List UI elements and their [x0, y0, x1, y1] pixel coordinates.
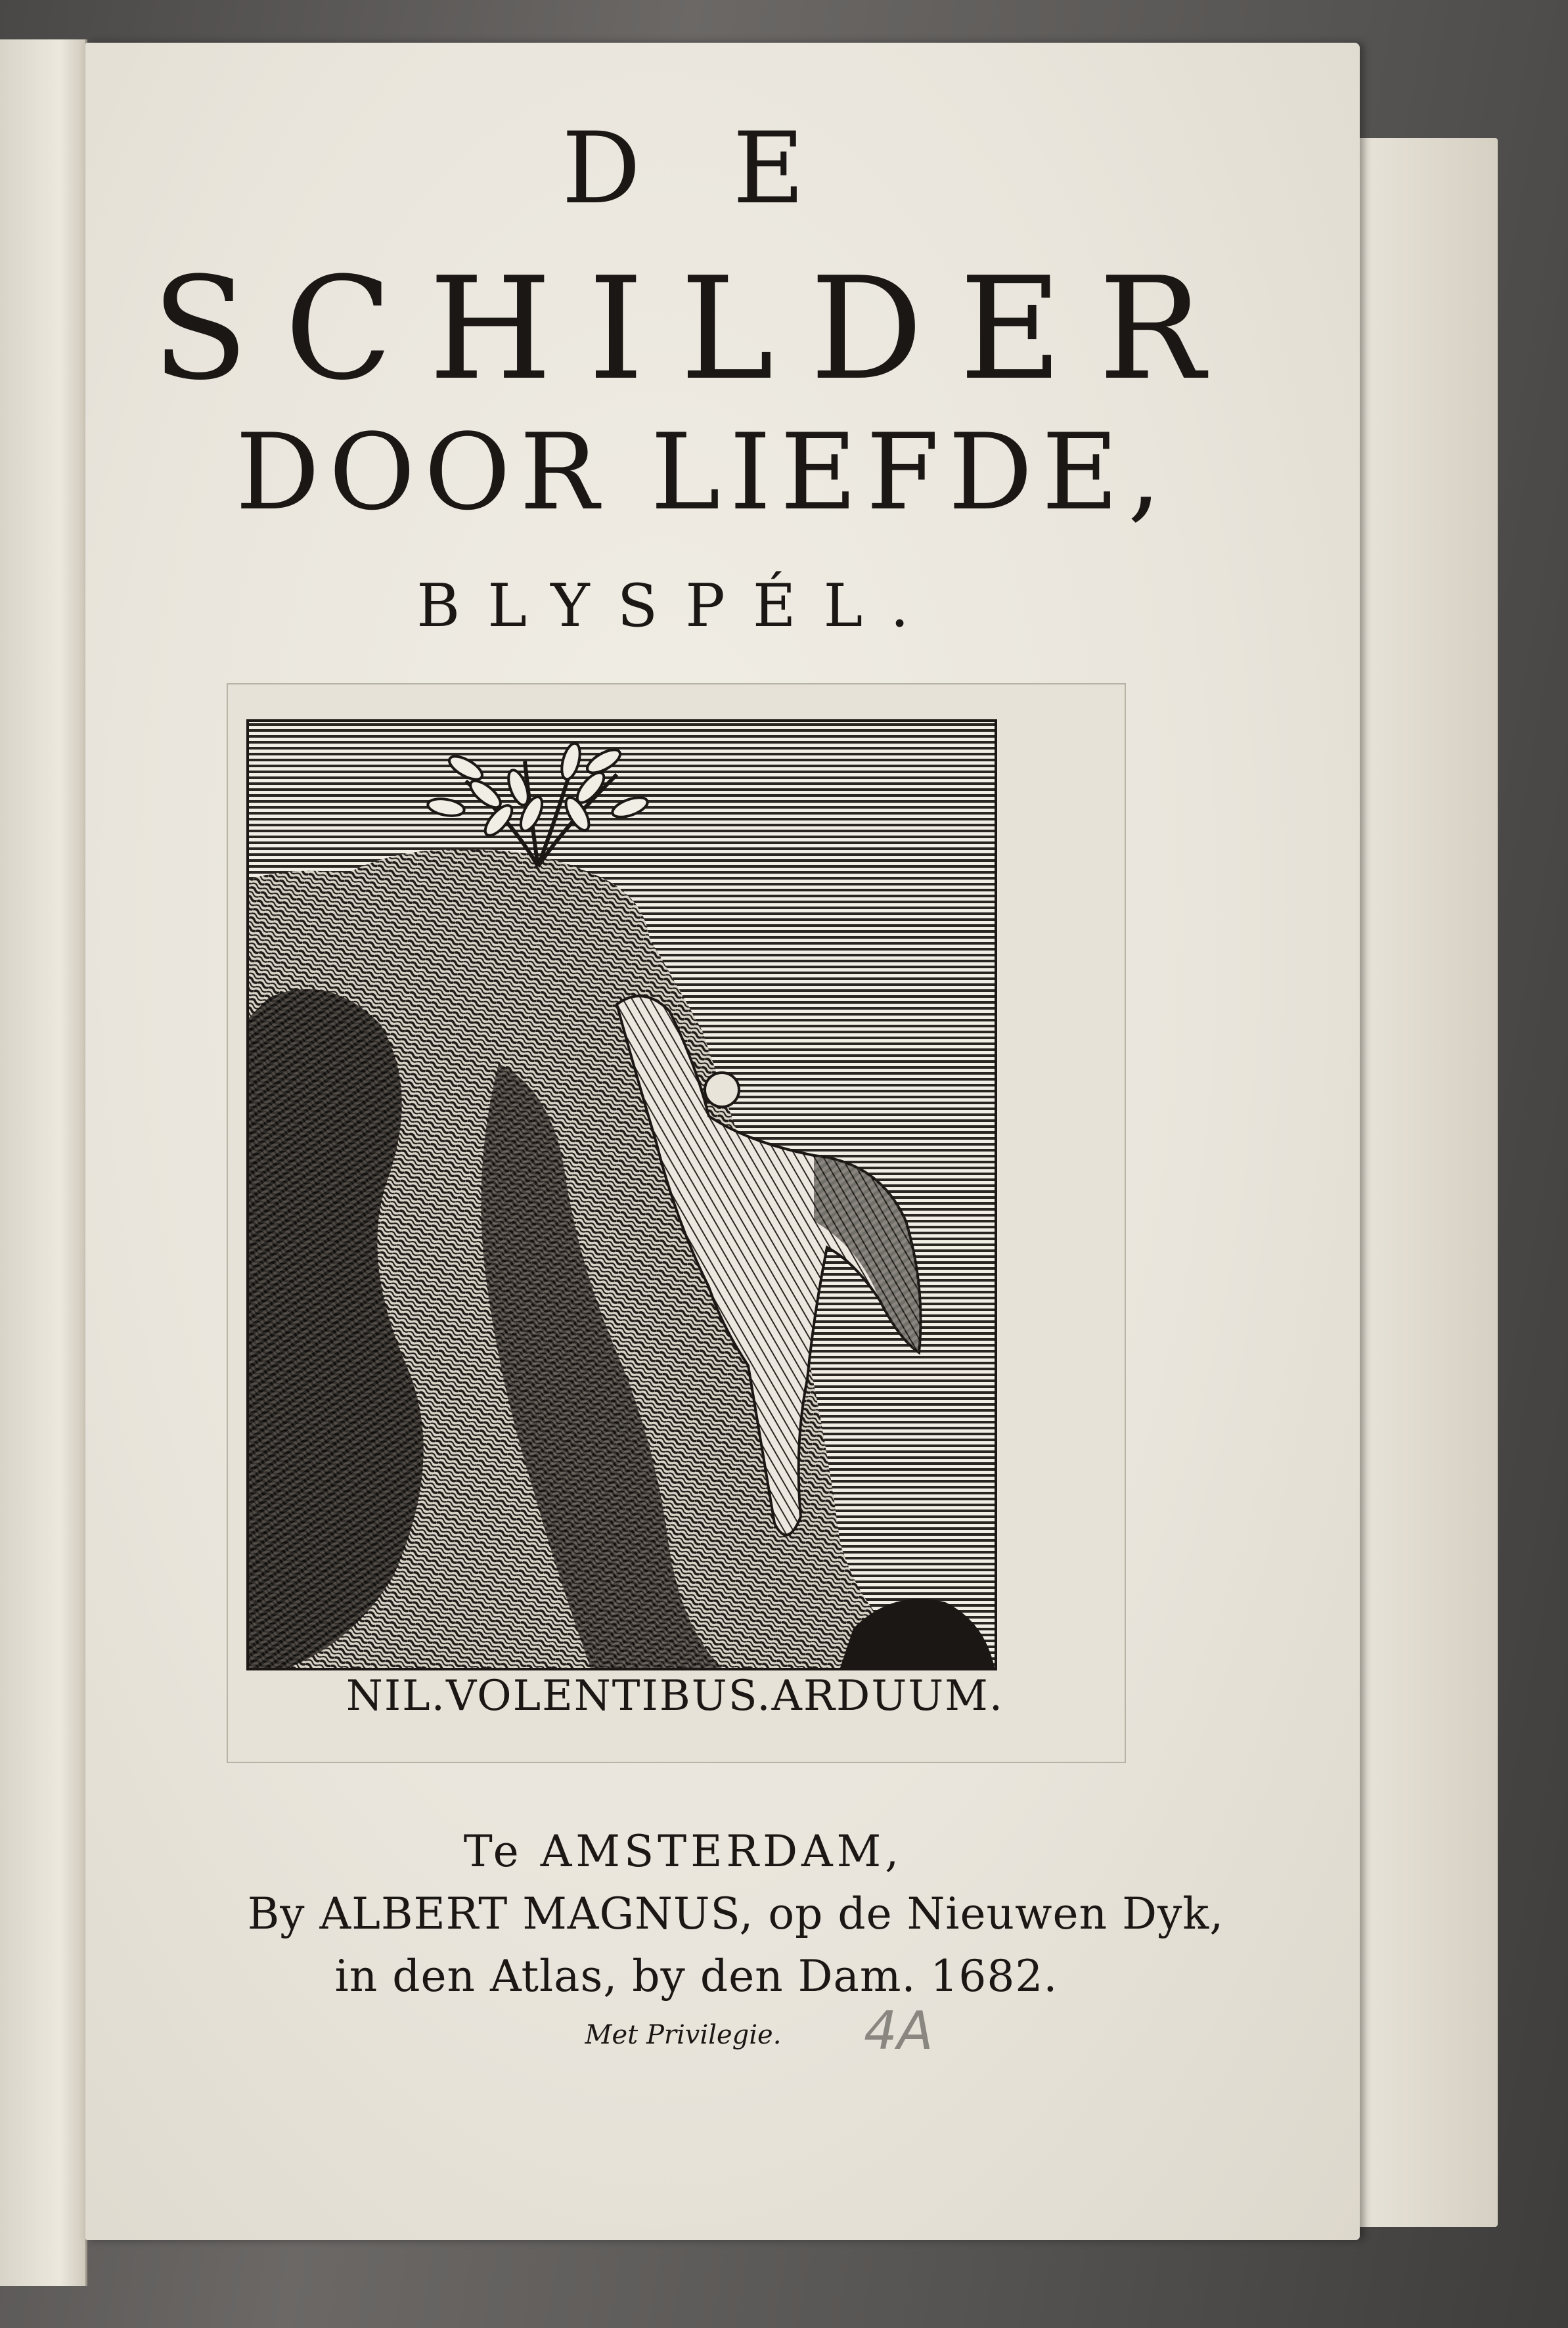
title-line-blyspel: BLYSPÉL. [416, 571, 937, 640]
title-line-schilder: SCHILDER [151, 246, 1242, 411]
imprint-address-year: in den Atlas, by den Dam. 1682. [334, 1951, 1058, 2002]
title-line-de: DE [562, 112, 897, 226]
title-line-door-liefde: DOOR LIEFDE, [235, 411, 1171, 533]
imprint-privilege: Met Privilegie. [585, 2020, 782, 2050]
engraving-image [246, 719, 997, 1670]
title-page [85, 43, 1360, 2240]
imprint-city: Te AMSTERDAM, [463, 1826, 903, 1877]
pencil-annotation: 4A [864, 2000, 933, 2061]
engraving-motto: NIL.VOLENTIBUS.ARDUUM. [346, 1672, 1004, 1720]
engraving-illustration [249, 722, 995, 1668]
imprint-publisher: By ALBERT MAGNUS, op de Nieuwen Dyk, [247, 1889, 1224, 1939]
